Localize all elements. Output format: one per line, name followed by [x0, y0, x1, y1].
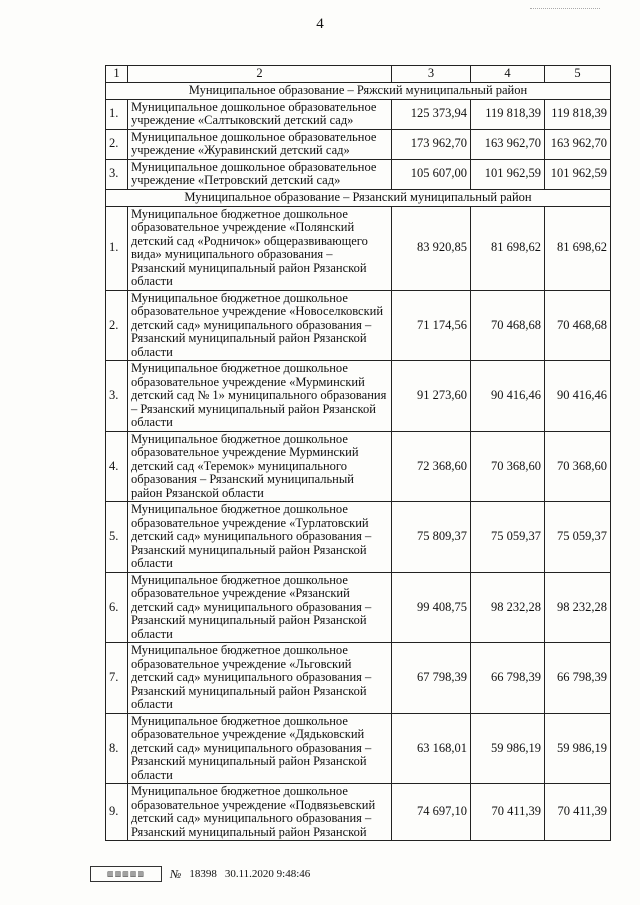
value-col5: 101 962,59: [545, 159, 611, 189]
value-col4: 59 986,19: [471, 713, 545, 784]
value-col3: 74 697,10: [392, 784, 471, 841]
value-col3: 99 408,75: [392, 572, 471, 643]
institution-name: Муниципальное бюджетное дошкольное образовательное учреждение «Подвязьевский детский сад» муниципального образования – Рязанский муниципальный район Рязанской: [128, 784, 392, 841]
value-col3: 173 962,70: [392, 129, 471, 159]
value-col5: 70 468,68: [545, 290, 611, 361]
value-col3: 83 920,85: [392, 206, 471, 290]
table-row: [106, 572, 611, 643]
institution-name: Муниципальное дошкольное образовательное учреждение «Петровский детский сад»: [128, 159, 392, 189]
table-row: [106, 361, 611, 432]
value-col4: 119 818,39: [471, 99, 545, 129]
value-col3: 72 368,60: [392, 431, 471, 502]
table-row: [106, 129, 611, 159]
value-col3: 67 798,39: [392, 643, 471, 714]
value-col3: 75 809,37: [392, 502, 471, 573]
table-row: [106, 159, 611, 189]
table-row: [106, 206, 611, 290]
institution-name: Муниципальное бюджетное дошкольное образовательное учреждение «Новоселковский детский сад» муниципального образования – Рязанский муниципальный район Рязанской области: [128, 290, 392, 361]
budget-table: [105, 65, 611, 841]
row-number: 4.: [106, 431, 128, 502]
page-number: 4: [316, 16, 324, 32]
office-stamp-icon: ▥▥▥▥▥: [90, 866, 162, 882]
value-col5: 70 368,60: [545, 431, 611, 502]
value-col5: 90 416,46: [545, 361, 611, 432]
institution-name: Муниципальное бюджетное дошкольное образовательное учреждение «Турлатовский детский сад» муниципального образования – Рязанский муниципальный район Рязанской области: [128, 502, 392, 573]
row-number: 3.: [106, 159, 128, 189]
row-number: 8.: [106, 713, 128, 784]
value-col3: 63 168,01: [392, 713, 471, 784]
value-col5: 75 059,37: [545, 502, 611, 573]
value-col4: 90 416,46: [471, 361, 545, 432]
header-row: [106, 66, 611, 83]
table-row: [106, 643, 611, 714]
header-cell: 1: [106, 66, 128, 83]
footer: [90, 866, 310, 882]
value-col4: 101 962,59: [471, 159, 545, 189]
timestamp: 30.11.2020 9:48:46: [224, 868, 311, 880]
value-col4: 75 059,37: [471, 502, 545, 573]
institution-name: Муниципальное бюджетное дошкольное образовательное учреждение Мурминский детский сад «Теремок» муниципального образования – Рязанский муниципальный район Рязанской области: [128, 431, 392, 502]
row-number: 2.: [106, 290, 128, 361]
row-number: 3.: [106, 361, 128, 432]
value-col5: 66 798,39: [545, 643, 611, 714]
value-col3: 105 607,00: [392, 159, 471, 189]
value-col4: 163 962,70: [471, 129, 545, 159]
value-col5: 81 698,62: [545, 206, 611, 290]
table-row: [106, 502, 611, 573]
value-col5: 59 986,19: [545, 713, 611, 784]
document-number: 18398: [189, 868, 217, 880]
value-col3: 125 373,94: [392, 99, 471, 129]
section-title: Муниципальное образование – Ряжский муниципальный район: [106, 82, 611, 99]
value-col4: 81 698,62: [471, 206, 545, 290]
institution-name: Муниципальное бюджетное дошкольное образовательное учреждение «Дядьковский детский сад» муниципального образования – Рязанский муниципальный район Рязанской области: [128, 713, 392, 784]
institution-name: Муниципальное бюджетное дошкольное образовательное учреждение «Рязанский детский сад» муниципального образования – Рязанский муниципальный район Рязанской области: [128, 572, 392, 643]
section-row: [106, 189, 611, 206]
header-cell: 5: [545, 66, 611, 83]
scan-artifact: [530, 8, 600, 15]
institution-name: Муниципальное бюджетное дошкольное образовательное учреждение «Льговский детский сад» муниципального образования – Рязанский муниципальный район Рязанской области: [128, 643, 392, 714]
value-col4: 70 411,39: [471, 784, 545, 841]
header-cell: 2: [128, 66, 392, 83]
institution-name: Муниципальное бюджетное дошкольное образовательное учреждение «Полянский детский сад «Родничок» общеразвивающего вида» муниципального образования – Рязанский муниципальный район Рязанской области: [128, 206, 392, 290]
row-number: 1.: [106, 99, 128, 129]
row-number: 1.: [106, 206, 128, 290]
value-col3: 91 273,60: [392, 361, 471, 432]
value-col4: 70 468,68: [471, 290, 545, 361]
table-row: [106, 784, 611, 841]
value-col5: 70 411,39: [545, 784, 611, 841]
table-row: [106, 290, 611, 361]
institution-name: Муниципальное бюджетное дошкольное образовательное учреждение «Мурминский детский сад № 1» муниципального образования – Рязанский муниципальный район Рязанской области: [128, 361, 392, 432]
value-col4: 70 368,60: [471, 431, 545, 502]
value-col5: 98 232,28: [545, 572, 611, 643]
row-number: 6.: [106, 572, 128, 643]
row-number: 2.: [106, 129, 128, 159]
value-col4: 98 232,28: [471, 572, 545, 643]
institution-name: Муниципальное дошкольное образовательное учреждение «Салтыковский детский сад»: [128, 99, 392, 129]
table-row: [106, 99, 611, 129]
value-col4: 66 798,39: [471, 643, 545, 714]
row-number: 9.: [106, 784, 128, 841]
section-row: [106, 82, 611, 99]
table-row: [106, 431, 611, 502]
row-number: 7.: [106, 643, 128, 714]
institution-name: Муниципальное дошкольное образовательное учреждение «Журавинский детский сад»: [128, 129, 392, 159]
header-cell: 4: [471, 66, 545, 83]
section-title: Муниципальное образование – Рязанский муниципальный район: [106, 189, 611, 206]
table-row: [106, 713, 611, 784]
value-col5: 163 962,70: [545, 129, 611, 159]
header-cell: 3: [392, 66, 471, 83]
value-col5: 119 818,39: [545, 99, 611, 129]
registry-mark: №: [170, 866, 182, 881]
row-number: 5.: [106, 502, 128, 573]
value-col3: 71 174,56: [392, 290, 471, 361]
